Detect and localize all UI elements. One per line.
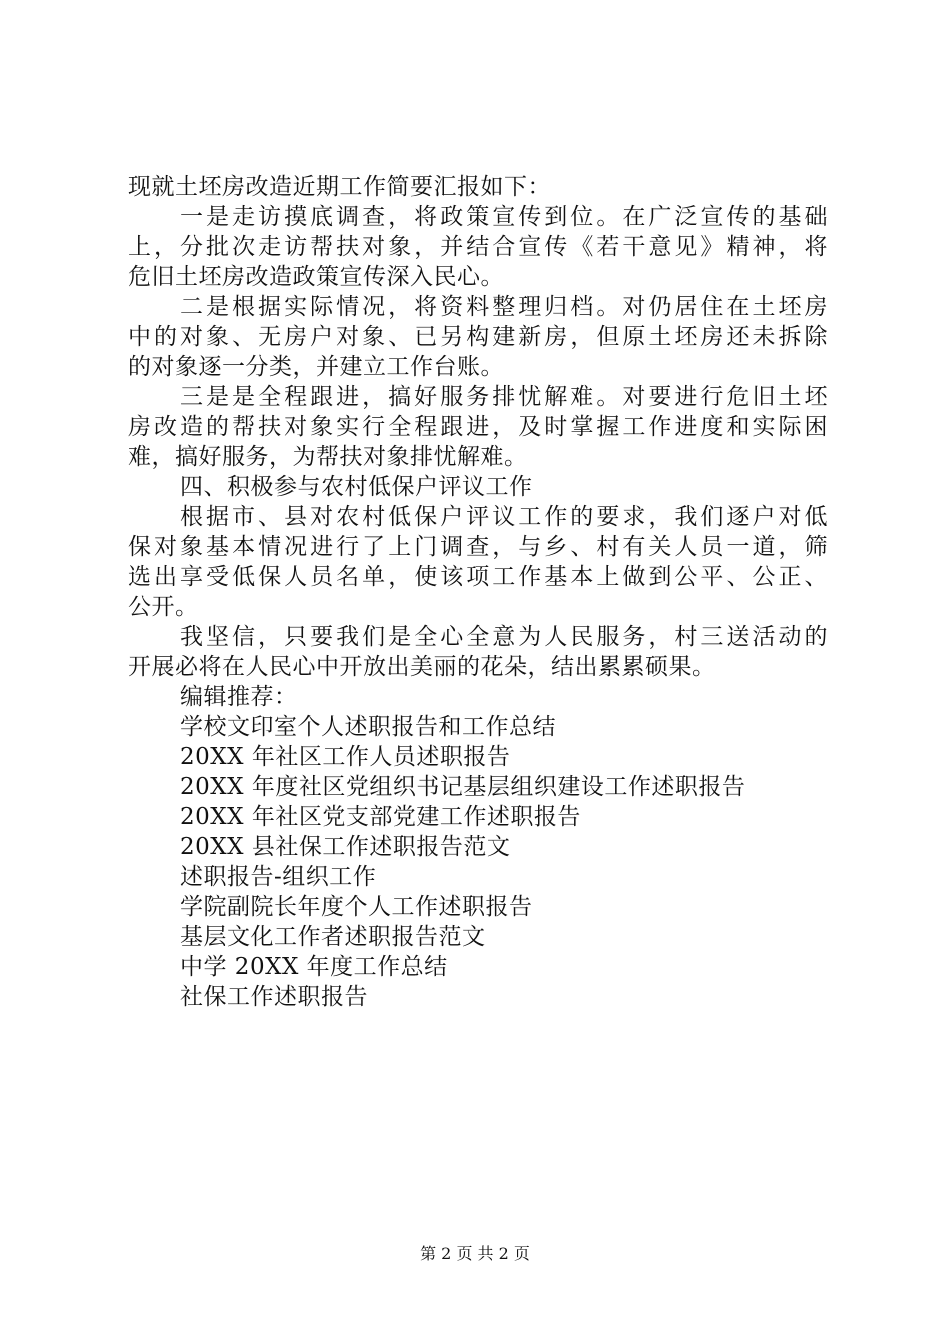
recommend-item[interactable]: 20XX 年社区党支部党建工作述职报告: [180, 804, 581, 830]
paragraph-line: 的对象逐一分类，并建立工作台账。: [128, 354, 504, 380]
paragraph-line: 选出享受低保人员名单，使该项工作基本上做到公平、公正、: [128, 564, 828, 590]
paragraph-line: 上，分批次走访帮扶对象，并结合宣传《若干意见》精神，将: [128, 234, 828, 260]
paragraph-line: 中的对象、无房户对象、已另构建新房，但原土坯房还未拆除: [128, 324, 828, 350]
recommend-item[interactable]: 学校文印室个人述职报告和工作总结: [180, 714, 556, 740]
recommend-item[interactable]: 学院副院长年度个人工作述职报告: [180, 894, 533, 920]
paragraph-line: 三是是全程跟进，搞好服务排忧解难。对要进行危旧土坯: [180, 384, 828, 410]
paragraph-line: 保对象基本情况进行了上门调查，与乡、村有关人员一道，筛: [128, 534, 828, 560]
paragraph-line: 我坚信，只要我们是全心全意为人民服务，村三送活动的: [180, 624, 828, 650]
document-body: [128, 172, 828, 1012]
section-heading: 四、积极参与农村低保户评议工作: [180, 474, 533, 500]
recommend-item[interactable]: 20XX 年度社区党组织书记基层组织建设工作述职报告: [180, 774, 746, 800]
paragraph-line: 房改造的帮扶对象实行全程跟进，及时掌握工作进度和实际困: [128, 414, 828, 440]
paragraph-line: 一是走访摸底调查，将政策宣传到位。在广泛宣传的基础: [180, 204, 828, 230]
recommend-item[interactable]: 20XX 年社区工作人员述职报告: [180, 744, 511, 770]
paragraph-line: 二是根据实际情况，将资料整理归档。对仍居住在土坯房: [180, 294, 828, 320]
recommend-heading: 编辑推荐：: [180, 684, 298, 710]
paragraph-line: 开展必将在人民心中开放出美丽的花朵，结出累累硕果。: [128, 654, 716, 680]
recommend-item[interactable]: 基层文化工作者述职报告范文: [180, 924, 486, 950]
text-line: 现就土坯房改造近期工作简要汇报如下：: [128, 174, 551, 200]
paragraph-line: 危旧土坯房改造政策宣传深入民心。: [128, 264, 504, 290]
recommend-item[interactable]: 20XX 县社保工作述职报告范文: [180, 834, 511, 860]
paragraph-line: 公开。: [128, 594, 199, 620]
recommend-item[interactable]: 述职报告-组织工作: [180, 864, 377, 890]
paragraph-line: 难，搞好服务，为帮扶对象排忧解难。: [128, 444, 528, 470]
recommend-item[interactable]: 中学 20XX 年度工作总结: [180, 954, 448, 980]
recommend-item[interactable]: 社保工作述职报告: [180, 984, 368, 1010]
paragraph-line: 根据市、县对农村低保户评议工作的要求，我们逐户对低: [180, 504, 828, 530]
page-footer: 第 2 页 共 2 页: [420, 1244, 530, 1263]
